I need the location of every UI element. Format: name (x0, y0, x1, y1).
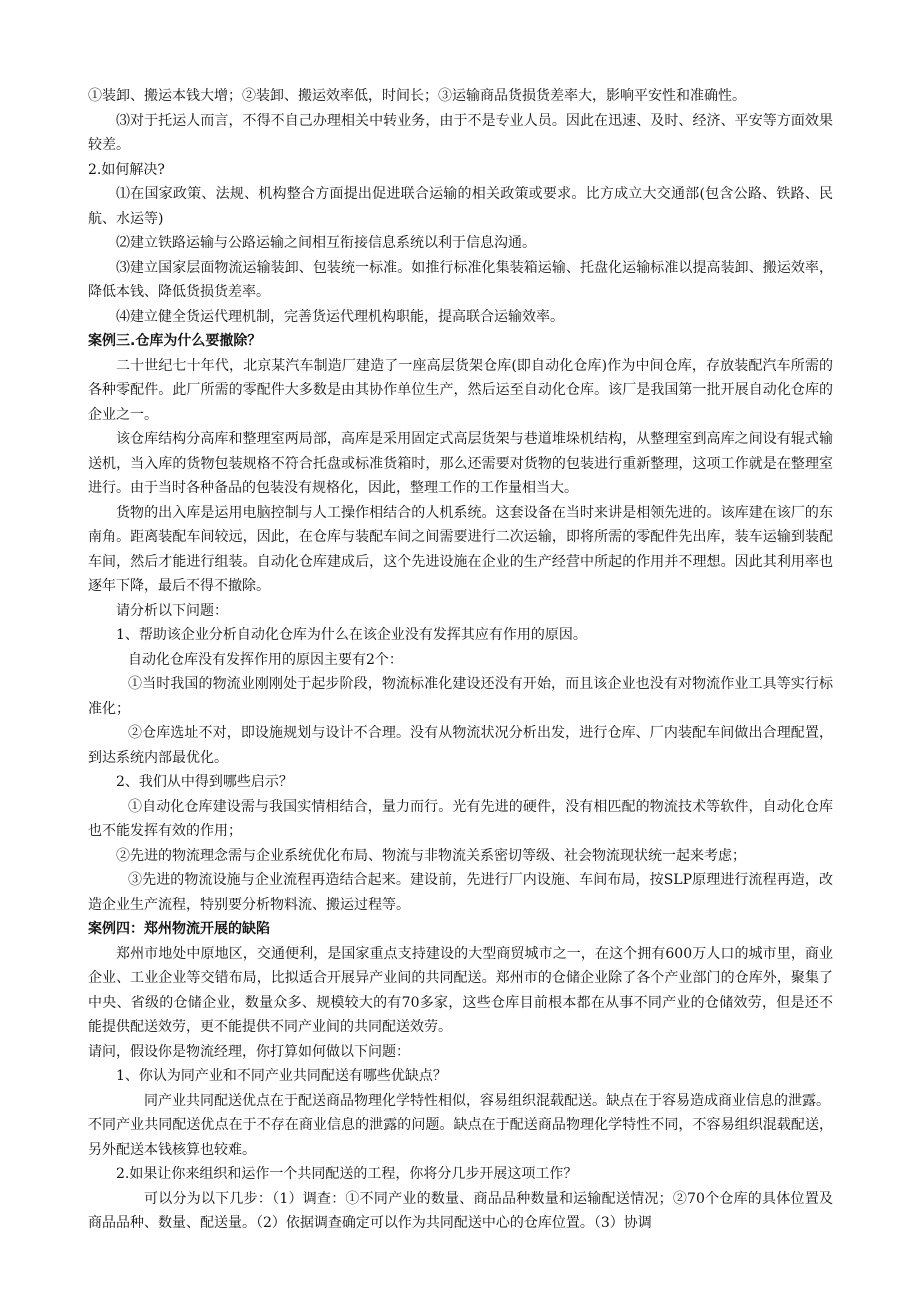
case-heading: 案例三.仓库为什么要撤除？ (88, 333, 262, 349)
paragraph: ②先进的物流理念需与企业系统优化布局、物流与非物流关系密切等级、社会物流现状统一起来考虑； (116, 847, 746, 864)
paragraph: ⑶对于托运人而言，不得不自己办理相关中转业务，由于不是专业人员。因此在迅速、及时、经济、平安等方面效果较差。 (88, 112, 833, 153)
paragraph: ⑴在国家政策、法规、机构整合方面提出促进联合运输的相关政策或要求。比方成立大交通部(包含公路、铁路、民航、水运等) (88, 186, 833, 227)
question-heading: 2.如果让你来组织和运作一个共同配送的工程，你将分几步开展这项工作？ (116, 1166, 578, 1182)
paragraph: ⑶建立国家层面物流运输装卸、包装统一标准。如推行标准化集装箱运输、托盘化运输标准以提高装卸、搬运效率，降低本钱、降低货损货差率。 (88, 259, 833, 300)
paragraph: ①自动化仓库建设需与我国实情相结合，量力而行。光有先进的硬件，没有相匹配的物流技术等软件，自动化仓库也不能发挥有效的作用； (88, 798, 833, 839)
paragraph: ①当时我国的物流业刚刚处于起步阶段，物流标准化建设还没有开始，而且该企业也没有对物流作业工具等实行标准化； (88, 676, 833, 717)
document-body (88, 84, 833, 1236)
paragraph: 自动化仓库没有发挥作用的原因主要有2个： (128, 651, 403, 668)
paragraph: 请分析以下问题： (116, 602, 228, 619)
question-heading: 1、帮助该企业分析自动化仓库为什么在该企业没有发挥其应有作用的原因。 (116, 627, 587, 643)
paragraph: ⑵建立铁路运输与公路运输之间相互衔接信息系统以利于信息沟通。 (116, 235, 536, 251)
question-heading: 1、你认为同产业和不同产业共同配送有哪些优缺点？ (116, 1068, 447, 1084)
paragraph: 不同产业共同配送优点在于不存在商业信息的泄露的问题。缺点在于配送商品物理化学特性不同，不容易组织混载配送，另外配送本钱核算也较难。 (88, 1117, 833, 1158)
paragraph: 二十世纪七十年代，北京某汽车制造厂建造了一座高层货架仓库(即自动化仓库)作为中间仓库，存放装配汽车所需的各种零配件。此厂所需的零配件大多数是由其协作单位生产，然后运至自动化仓库。该厂是我国第一批开展自动化仓库的企业之一。 (88, 357, 833, 423)
paragraph: ②仓库选址不对，即设施规划与设计不合理。没有从物流状况分析出发，进行仓库、厂内装配车间做出合理配置，到达系统内部最优化。 (88, 725, 833, 766)
paragraph: 货物的出入库是运用电脑控制与人工操作相结合的人机系统。这套设备在当时来讲是相领先进的。该库建在该厂的东南角。距离装配车间较远，因此，在仓库与装配车间之间需要进行二次运输，即将所需的零配件先出库，装车运输到装配车间，然后才能进行组装。自动化仓库建成后，这个先进设施在企业的生产经营中所起的作用并不理想。因此其利用率也逐年下降，最后不得不撤除。 (88, 504, 833, 594)
paragraph: ⑷建立健全货运代理机制，完善货运代理机构职能，提高联合运输效率。 (116, 308, 564, 325)
question-heading: 2.如何解决? (88, 161, 165, 178)
question-heading: 2、我们从中得到哪些启示？ (116, 774, 293, 790)
paragraph: 同产业共同配送优点在于配送商品物理化学特性相似，容易组织混载配送。缺点在于容易造成商业信息的泄露。 (144, 1092, 830, 1109)
case-heading: 案例四：郑州物流开展的缺陷 (88, 921, 270, 937)
paragraph: 可以分为以下几步：（1）调查：①不同产业的数量、商品品种数量和运输配送情况；②70个仓库的具体位置及商品品种、数量、配送量。（2）依据调查确定可以作为共同配送中心的仓库位置。（3）协调 (88, 1190, 833, 1231)
question-heading: 请问，假设你是物流经理，你打算如何做以下问题： (88, 1043, 410, 1060)
paragraph: 该仓库结构分高库和整理室两局部，高库是采用固定式高层货架与巷道堆垛机结构，从整理室到高库之间设有辊式输送机，当入库的货物包装规格不符合托盘或标准货箱时，那么还需要对货物的包装进行重新整理，这项工作就是在整理室进行。由于当时各种备品的包装没有规格化，因此，整理工作的工作量相当大。 (88, 431, 833, 496)
paragraph: ③先进的物流设施与企业流程再造结合起来。建设前，先进行厂内设施、车间布局，按SLP原理进行流程再造，改造企业生产流程，特别要分析物料流、搬运过程等。 (88, 872, 833, 913)
paragraph: 郑州市地处中原地区，交通便利，是国家重点支持建设的大型商贸城市之一，在这个拥有600万人口的城市里，商业企业、工业企业等交错布局，比拟适合开展异产业间的共同配送。郑州市的仓储企业除了各个产业部门的仓库外，聚集了中央、省级的仓储企业，数量众多、规模较大的有70多家，这些仓库目前根本都在从事不同产业的仓储效劳，但是还不能提供配送效劳，更不能提供不同产业间的共同配送效劳。 (88, 945, 833, 1035)
paragraph: ①装卸、搬运本钱大增；②装卸、搬运效率低，时间长；③运输商品货损货差率大，影响平安性和准确性。 (88, 88, 746, 104)
